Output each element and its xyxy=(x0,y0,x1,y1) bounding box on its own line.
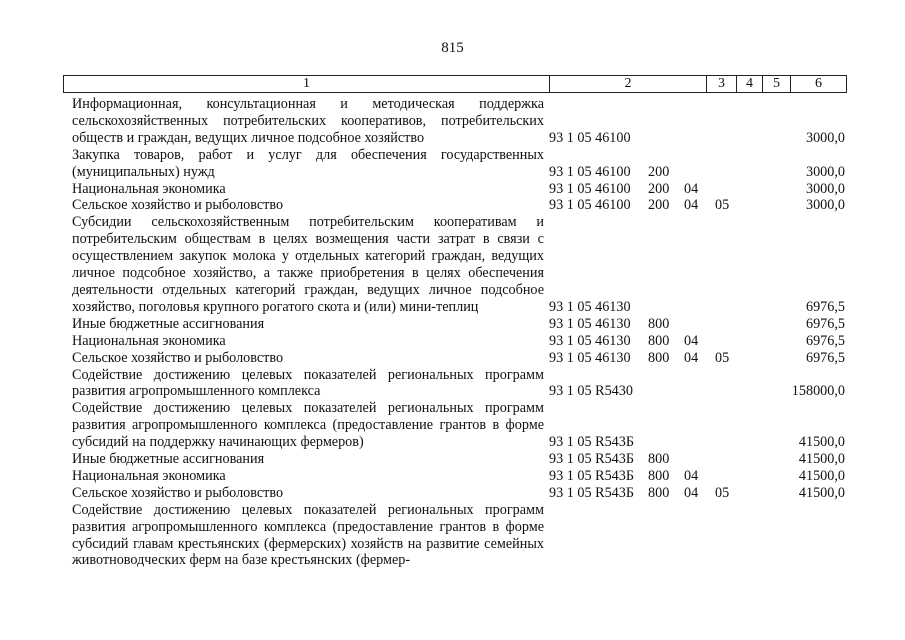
header-col-4: 4 xyxy=(736,76,762,92)
table-header xyxy=(63,75,847,93)
row-target-code: 93 1 05 R543Б xyxy=(549,467,635,484)
row-description: Национальная экономика xyxy=(72,180,226,197)
row-description: Сельское хозяйство и рыболовство xyxy=(72,197,284,214)
row-description: Субсидии сельскохозяйственным потребительским кооперативам и потребительским обществам в целях возмещения части затрат в связи с осуществлением закупок молока у отдельных категорий граждан, ведущих личное подсобное хозяйство, а также приобретения в целях обеспечения деятельности отдельных категорий граждан, ведущих личное подсобное хозяйство, поголовья крупного рогатого скота и (или) мини-теплиц xyxy=(72,214,544,315)
row-target-code: 93 1 05 46100 xyxy=(549,129,631,146)
table-row xyxy=(63,451,863,468)
row-target-code: 93 1 05 46130 xyxy=(549,332,631,349)
row-description: Информационная, консультационная и методическая поддержка сельскохозяйственных потребительских кооперативов, потребительских обществ и граждан, ведущих личное подсобное хозяйство xyxy=(72,96,544,146)
row-amount: 6976,5 xyxy=(805,298,845,315)
table-row xyxy=(63,367,863,401)
row-amount: 3000,0 xyxy=(805,129,845,146)
row-subsection: 05 xyxy=(715,197,730,214)
row-subsection: 05 xyxy=(715,484,730,501)
header-col-3: 3 xyxy=(706,76,736,92)
row-expense-type: 200 xyxy=(648,163,670,180)
row-description: Закупка товаров, работ и услуг для обеспечения государственных (муниципальных) нужд xyxy=(72,146,544,180)
row-target-code: 93 1 05 46100 xyxy=(549,197,631,214)
table-row xyxy=(63,214,863,315)
row-amount: 3000,0 xyxy=(805,197,845,214)
row-description: Сельское хозяйство и рыболовство xyxy=(72,484,284,501)
page-number: 815 xyxy=(441,40,464,56)
table-row xyxy=(63,485,863,502)
row-target-code: 93 1 05 R5430 xyxy=(549,383,633,400)
header-col-6: 6 xyxy=(790,76,846,92)
row-target-code: 93 1 05 R543Б xyxy=(549,484,635,501)
row-amount: 6976,5 xyxy=(805,349,845,366)
row-target-code: 93 1 05 46130 xyxy=(549,315,631,332)
row-amount: 41500,0 xyxy=(798,434,845,451)
table-row xyxy=(63,181,863,198)
row-amount: 6976,5 xyxy=(805,315,845,332)
table-row xyxy=(63,316,863,333)
row-section: 04 xyxy=(684,484,699,501)
row-description: Национальная экономика xyxy=(72,467,226,484)
row-expense-type: 800 xyxy=(648,315,670,332)
row-section: 04 xyxy=(684,197,699,214)
row-description: Сельское хозяйство и рыболовство xyxy=(72,349,284,366)
row-description: Иные бюджетные ассигнования xyxy=(72,451,265,468)
row-subsection: 05 xyxy=(715,349,730,366)
row-target-code: 93 1 05 46100 xyxy=(549,180,631,197)
row-description: Иные бюджетные ассигнования xyxy=(72,315,265,332)
row-description: Содействие достижению целевых показателей региональных программ развития агропромышленного комплекса (предоставление грантов в форме субсидий на поддержку начинающих фермеров) xyxy=(72,400,544,451)
row-target-code: 93 1 05 46100 xyxy=(549,163,631,180)
row-expense-type: 200 xyxy=(648,180,670,197)
row-target-code: 93 1 05 R543Б xyxy=(549,434,635,451)
row-expense-type: 800 xyxy=(648,467,670,484)
table-row xyxy=(63,197,863,214)
row-section: 04 xyxy=(684,467,699,484)
row-amount: 6976,5 xyxy=(805,332,845,349)
row-expense-type: 800 xyxy=(648,349,670,366)
header-col-2: 2 xyxy=(549,76,706,92)
table-row xyxy=(63,468,863,485)
row-amount: 3000,0 xyxy=(805,163,845,180)
row-target-code: 93 1 05 R543Б xyxy=(549,451,635,468)
table-body xyxy=(63,96,863,569)
row-section: 04 xyxy=(684,332,699,349)
header-col-5: 5 xyxy=(762,76,790,92)
row-amount: 41500,0 xyxy=(798,484,845,501)
row-expense-type: 800 xyxy=(648,451,670,468)
row-amount: 158000,0 xyxy=(791,383,845,400)
row-description: Содействие достижению целевых показателей региональных программ развития агропромышленного комплекса (предоставление грантов в форме субсидий главам крестьянских (фермерских) хозяйств на развитие семейных животноводческих ферм на базе крестьянских (фермер- xyxy=(72,501,544,569)
row-section: 04 xyxy=(684,349,699,366)
row-expense-type: 800 xyxy=(648,332,670,349)
table-row xyxy=(63,350,863,367)
row-section: 04 xyxy=(684,180,699,197)
header-col-1: 1 xyxy=(303,76,310,91)
row-amount: 41500,0 xyxy=(798,451,845,468)
row-description: Содействие достижению целевых показателей региональных программ развития агропромышленного комплекса xyxy=(72,366,544,400)
table-row xyxy=(63,96,863,147)
row-description: Национальная экономика xyxy=(72,332,226,349)
row-expense-type: 200 xyxy=(648,197,670,214)
row-amount: 41500,0 xyxy=(798,467,845,484)
row-target-code: 93 1 05 46130 xyxy=(549,349,631,366)
row-amount: 3000,0 xyxy=(805,180,845,197)
table-row xyxy=(63,147,863,181)
row-target-code: 93 1 05 46130 xyxy=(549,298,631,315)
table-row xyxy=(63,333,863,350)
table-row xyxy=(63,502,863,570)
table-row xyxy=(63,400,863,451)
row-expense-type: 800 xyxy=(648,484,670,501)
